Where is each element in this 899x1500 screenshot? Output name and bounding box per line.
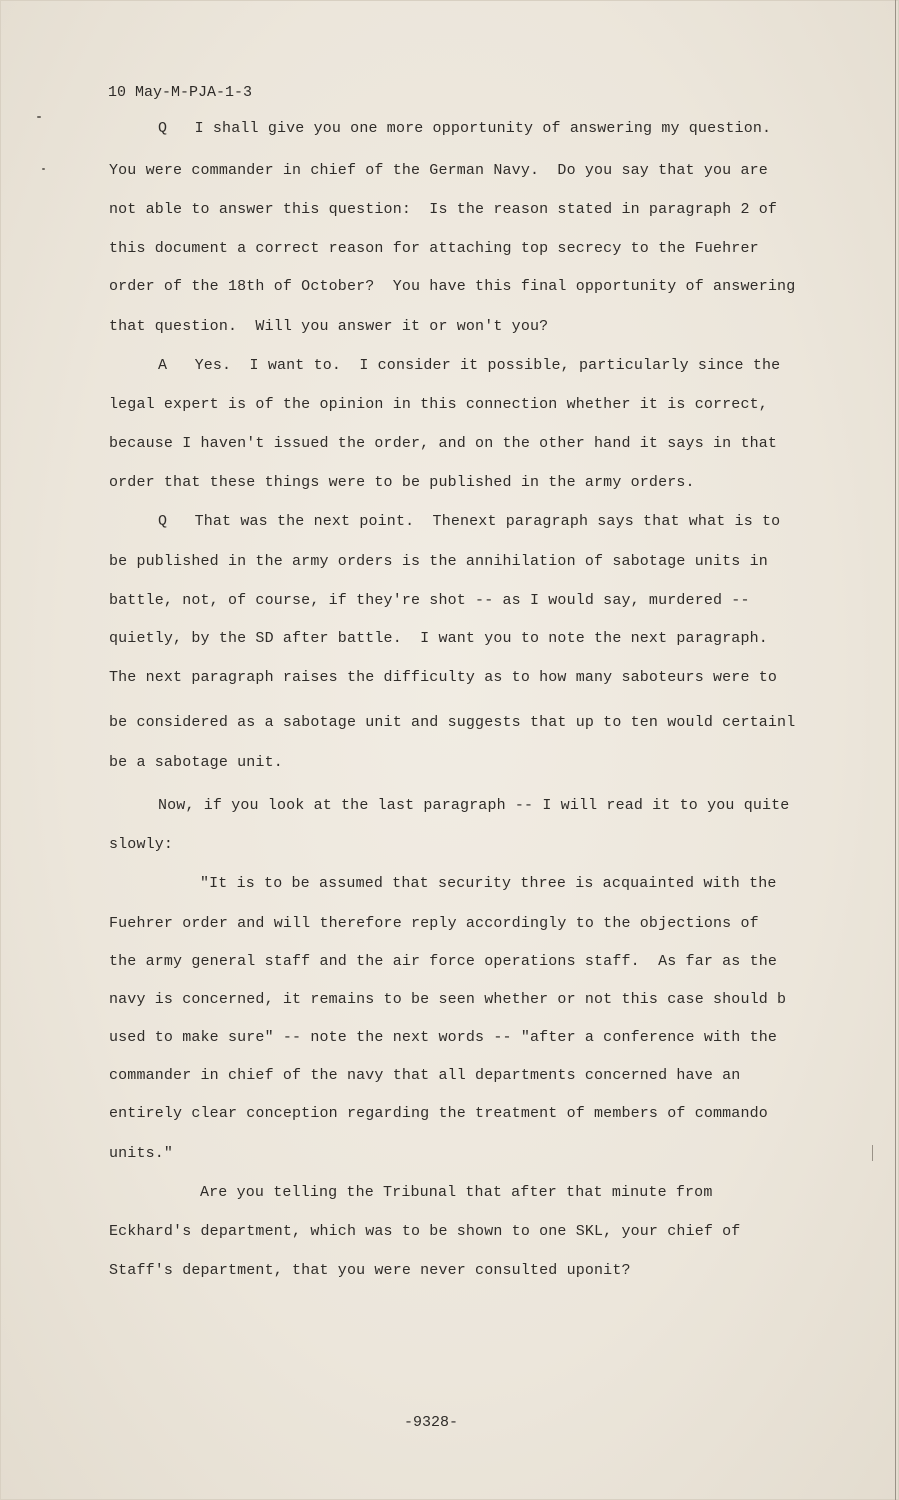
quoted-text-line: units." xyxy=(109,1145,174,1162)
text-line: Staff's department, that you were never consulted uponit? xyxy=(109,1262,631,1279)
edge-mark xyxy=(872,1145,873,1161)
margin-speck xyxy=(42,168,45,170)
text-line: be published in the army orders is the annihilation of sabotage units in xyxy=(109,553,768,570)
text-line: because I haven't issued the order, and on the other hand it says in that xyxy=(109,435,778,452)
quoted-text-line: Fuehrer order and will therefore reply accordingly to the objections of xyxy=(109,915,759,932)
text-line: not able to answer this question: Is the reason stated in paragraph 2 of xyxy=(109,201,778,218)
text-line: Q I shall give you one more opportunity of answering my question. xyxy=(158,120,772,137)
quoted-text-line: "It is to be assumed that security three is acquainted with the xyxy=(200,875,777,892)
text-line: battle, not, of course, if they're shot -- as I would say, murdered -- xyxy=(109,592,750,609)
text-line: legal expert is of the opinion in this connection whether it is correct, xyxy=(109,396,768,413)
document-reference-header: 10 May-M-PJA-1-3 xyxy=(108,84,253,101)
text-line: quietly, by the SD after battle. I want you to note the next paragraph. xyxy=(109,630,768,647)
text-line: Q That was the next point. Thenext paragraph says that what is to xyxy=(158,513,781,530)
text-line: Eckhard's department, which was to be shown to one SKL, your chief of xyxy=(109,1223,741,1240)
page-edge-line xyxy=(895,0,896,1500)
quoted-text-line: navy is concerned, it remains to be seen whether or not this case should b xyxy=(109,991,787,1008)
quoted-text-line: used to make sure" -- note the next words -- "after a conference with the xyxy=(109,1029,778,1046)
quoted-text-line: entirely clear conception regarding the treatment of members of commando xyxy=(109,1105,768,1122)
quoted-text-line: commander in chief of the navy that all departments concerned have an xyxy=(109,1067,741,1084)
text-line: that question. Will you answer it or won't you? xyxy=(109,318,549,335)
page-number: -9328- xyxy=(404,1414,459,1431)
text-line: be a sabotage unit. xyxy=(109,754,283,771)
text-line: You were commander in chief of the German Navy. Do you say that you are xyxy=(109,162,768,179)
text-line: this document a correct reason for attaching top secrecy to the Fuehrer xyxy=(109,240,759,257)
margin-speck xyxy=(37,116,41,118)
text-line: A Yes. I want to. I consider it possible, particularly since the xyxy=(158,357,781,374)
text-line: be considered as a sabotage unit and suggests that up to ten would certainl xyxy=(109,714,796,731)
text-line: Are you telling the Tribunal that after that minute from xyxy=(200,1184,713,1201)
quoted-text-line: the army general staff and the air force operations staff. As far as the xyxy=(109,953,778,970)
text-line: Now, if you look at the last paragraph -- I will read it to you quite xyxy=(158,797,790,814)
text-line: slowly: xyxy=(109,836,174,853)
text-line: order of the 18th of October? You have this final opportunity of answering xyxy=(109,278,796,295)
text-line: The next paragraph raises the difficulty as to how many saboteurs were to xyxy=(109,669,778,686)
text-line: order that these things were to be published in the army orders. xyxy=(109,474,695,491)
